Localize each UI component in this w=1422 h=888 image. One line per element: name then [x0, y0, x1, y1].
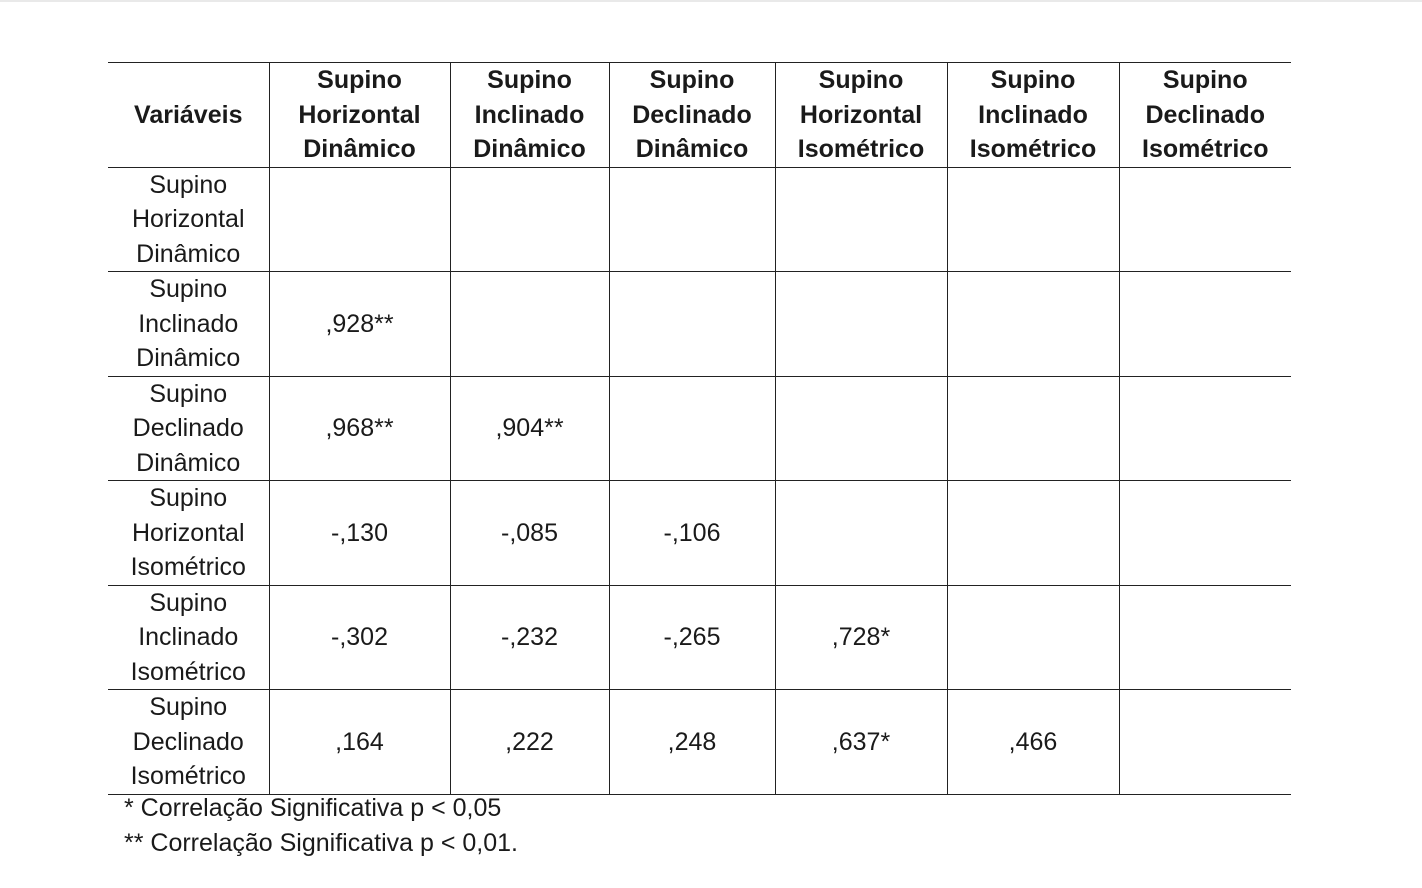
row-label: Supino Declinado Dinâmico — [108, 376, 269, 481]
table-cell — [947, 376, 1119, 481]
table-cell: ,164 — [269, 690, 450, 795]
row-label: Supino Inclinado Isométrico — [108, 585, 269, 690]
footnote-significance-05: * Correlação Significativa p < 0,05 — [124, 794, 502, 822]
table-cell: ,466 — [947, 690, 1119, 795]
table-cell — [450, 167, 609, 272]
table-cell — [1119, 585, 1291, 690]
column-header: Supino Horizontal Dinâmico — [269, 63, 450, 168]
table-row — [108, 272, 1291, 377]
table-cell — [609, 376, 775, 481]
table-cell — [947, 272, 1119, 377]
table-cell — [1119, 167, 1291, 272]
table-cell — [775, 481, 947, 586]
row-label: Supino Horizontal Dinâmico — [108, 167, 269, 272]
table-cell — [947, 481, 1119, 586]
column-header: Supino Inclinado Dinâmico — [450, 63, 609, 168]
table-cell: ,637* — [775, 690, 947, 795]
table-row — [108, 585, 1291, 690]
table-row — [108, 376, 1291, 481]
table-cell — [775, 376, 947, 481]
table-cell: -,302 — [269, 585, 450, 690]
table-cell: ,968** — [269, 376, 450, 481]
column-header: Supino Declinado Isométrico — [1119, 63, 1291, 168]
header-row — [108, 63, 1291, 168]
table-cell — [1119, 690, 1291, 795]
table-cell: ,248 — [609, 690, 775, 795]
row-label: Supino Inclinado Dinâmico — [108, 272, 269, 377]
table-cell — [1119, 376, 1291, 481]
table-cell: ,728* — [775, 585, 947, 690]
row-label: Supino Horizontal Isométrico — [108, 481, 269, 586]
table-cell — [269, 167, 450, 272]
table-cell — [947, 585, 1119, 690]
table-cell: -,106 — [609, 481, 775, 586]
table-cell — [947, 167, 1119, 272]
top-border-line — [0, 0, 1422, 2]
table-row — [108, 690, 1291, 795]
column-header: Supino Declinado Dinâmico — [609, 63, 775, 168]
column-header: Supino Inclinado Isométrico — [947, 63, 1119, 168]
table-cell: -,265 — [609, 585, 775, 690]
table-cell — [775, 272, 947, 377]
table-row — [108, 481, 1291, 586]
table-cell: ,904** — [450, 376, 609, 481]
row-label: Supino Declinado Isométrico — [108, 690, 269, 795]
table-cell — [609, 167, 775, 272]
table-cell: -,130 — [269, 481, 450, 586]
correlation-table — [108, 62, 1291, 795]
table-cell: ,222 — [450, 690, 609, 795]
table-cell: -,232 — [450, 585, 609, 690]
table-cell — [1119, 481, 1291, 586]
table-cell: ,928** — [269, 272, 450, 377]
table-row — [108, 167, 1291, 272]
table-cell — [1119, 272, 1291, 377]
table-cell: -,085 — [450, 481, 609, 586]
header-variaveis: Variáveis — [108, 63, 269, 168]
table-cell — [450, 272, 609, 377]
column-header: Supino Horizontal Isométrico — [775, 63, 947, 168]
table-cell — [775, 167, 947, 272]
table-cell — [609, 272, 775, 377]
footnote-significance-01: ** Correlação Significativa p < 0,01. — [124, 829, 518, 857]
